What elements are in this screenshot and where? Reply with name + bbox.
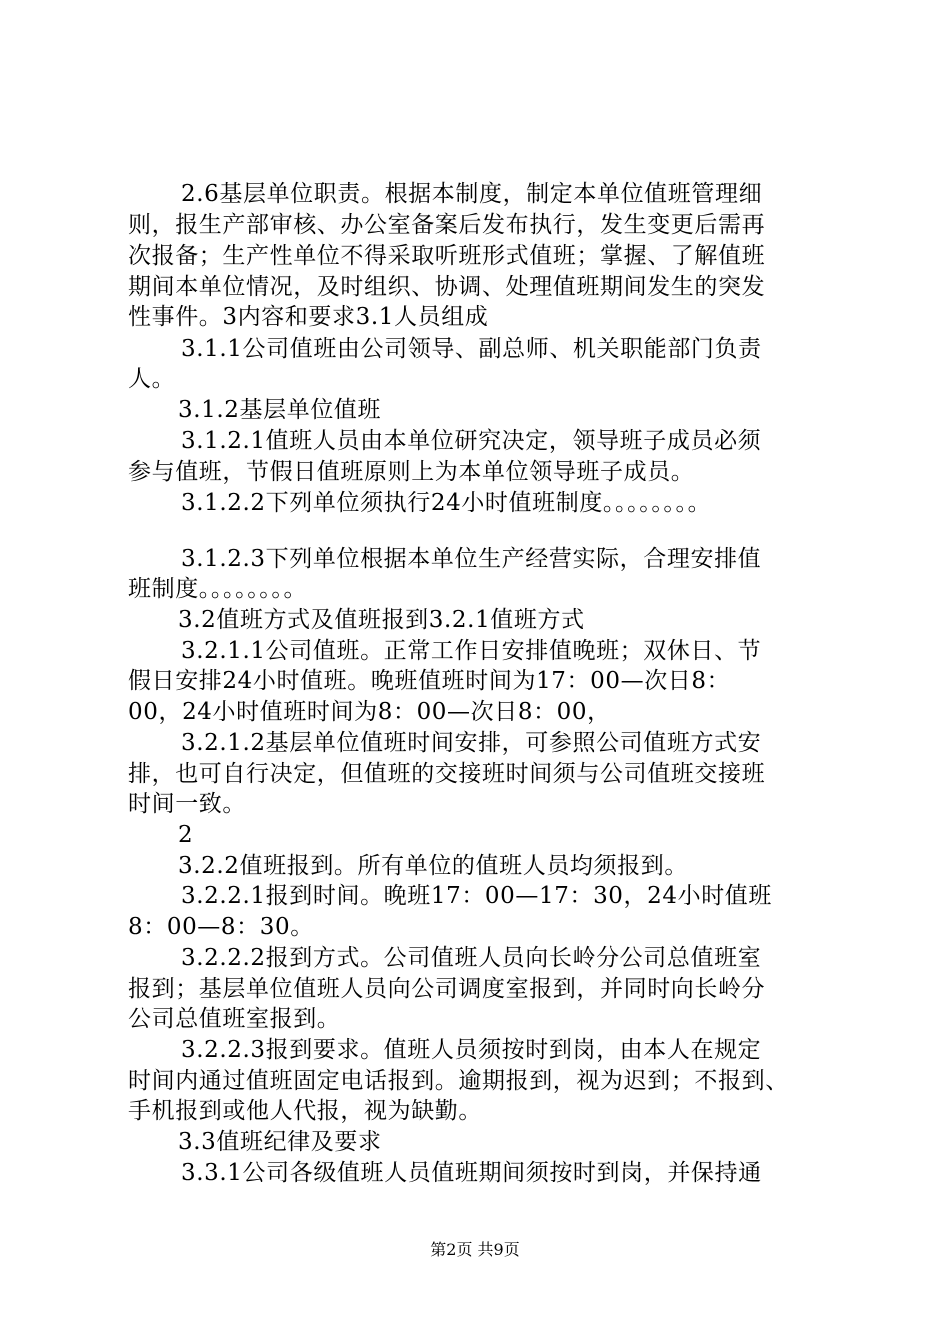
paragraph-line: 3.1.2.2下列单位须执行24小时值班制度。。。。。。。。 <box>181 490 712 516</box>
paragraph-line: 3.3值班纪律及要求 <box>178 1129 382 1155</box>
paragraph-line: 00，24小时值班时间为8：00—次日8：00， <box>128 699 611 725</box>
paragraph-line: 假日安排24小时值班。晚班值班时间为17：00—次日8： <box>128 668 731 694</box>
paragraph-line: 3.3.1公司各级值班人员值班期间须按时到岗，并保持通 <box>181 1160 762 1186</box>
paragraph-line: 手机报到或他人代报，视为缺勤。 <box>128 1098 482 1124</box>
page-footer: 第2页 共9页 <box>430 1240 520 1259</box>
paragraph-line: 3.2.2.1报到时间。晚班17：00—17：30，24小时值班 <box>181 883 772 909</box>
paragraph-line: 3.2.2.2报到方式。公司值班人员向长岭分公司总值班室 <box>181 945 762 971</box>
paragraph-line: 3.1.2.3下列单位根据本单位生产经营实际，合理安排值 <box>181 546 762 572</box>
paragraph-line: 8：00—8：30。 <box>128 914 314 940</box>
paragraph-line: 3.2值班方式及值班报到3.2.1值班方式 <box>178 607 585 633</box>
paragraph-line: 时间一致。 <box>128 791 246 817</box>
paragraph-line: 报到；基层单位值班人员向公司调度室报到，并同时向长岭分 <box>128 976 766 1002</box>
paragraph-line: 参与值班，节假日值班原则上为本单位领导班子成员。 <box>128 459 695 485</box>
paragraph-line: 期间本单位情况，及时组织、协调、处理值班期间发生的突发 <box>128 274 766 300</box>
paragraph-line: 次报备；生产性单位不得采取听班形式值班；掌握、了解值班 <box>128 243 766 269</box>
paragraph-line: 3.1.1公司值班由公司领导、副总师、机关职能部门负责 <box>181 336 762 362</box>
paragraph-line: 公司总值班室报到。 <box>128 1006 341 1032</box>
paragraph-line: 时间内通过值班固定电话报到。逾期报到，视为迟到；不报到、 <box>128 1068 789 1094</box>
paragraph-line: 人。 <box>128 366 176 392</box>
paragraph-line: 3.2.1.2基层单位值班时间安排，可参照公司值班方式安 <box>181 730 762 756</box>
paragraph-line: 性事件。3内容和要求3.1人员组成 <box>128 304 489 330</box>
paragraph-line: 则，报生产部审核、办公室备案后发布执行，发生变更后需再 <box>128 212 766 238</box>
paragraph-line: 班制度。。。。。。。。 <box>128 576 308 602</box>
paragraph-line: 3.2.2值班报到。所有单位的值班人员均须报到。 <box>178 853 688 879</box>
page-number-marker: 2 <box>178 822 194 848</box>
paragraph-line: 排，也可自行决定，但值班的交接班时间须与公司值班交接班 <box>128 761 766 787</box>
paragraph-line: 3.2.1.1公司值班。正常工作日安排值晚班；双休日、节 <box>181 638 762 664</box>
paragraph-line: 3.1.2.1值班人员由本单位研究决定，领导班子成员必须 <box>181 428 762 454</box>
paragraph-line: 3.1.2基层单位值班 <box>178 397 382 423</box>
paragraph-line: 2.6基层单位职责。根据本制度，制定本单位值班管理细 <box>181 181 763 207</box>
paragraph-line: 3.2.2.3报到要求。值班人员须按时到岗，由本人在规定 <box>181 1037 762 1063</box>
